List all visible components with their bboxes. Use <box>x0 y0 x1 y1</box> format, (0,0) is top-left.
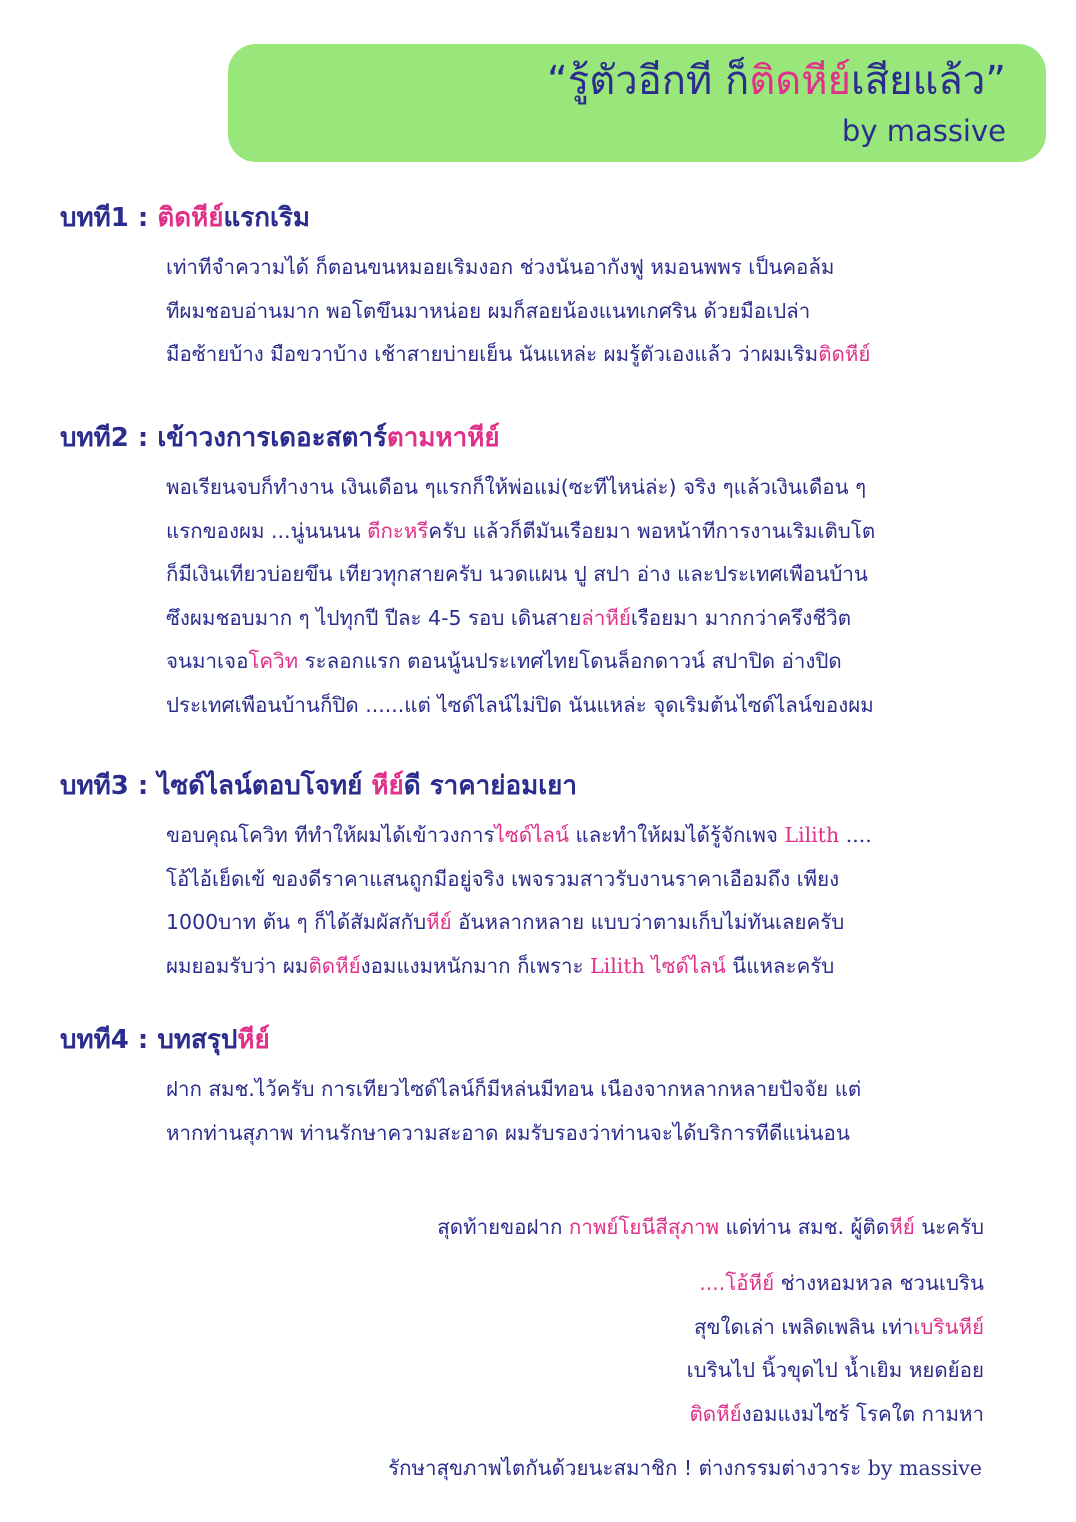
highlight-text: ติดหีย์ <box>689 1401 742 1426</box>
paragraph-line <box>166 1068 1020 1112</box>
chapter-4 <box>60 1022 1020 1155</box>
paragraph-line <box>166 597 1020 641</box>
chapter-number: บทที1 : <box>60 203 158 233</box>
highlight-text: Lilith <box>784 823 840 847</box>
text-run: แด่ท่าน สมช. ผู้ติด <box>718 1215 890 1239</box>
text-run: นีแหละครับ <box>725 953 835 978</box>
paragraph-line <box>166 945 1020 989</box>
chapter-heading <box>60 200 1020 236</box>
poem-line <box>687 1306 984 1350</box>
chapter-number: บทที4 : <box>60 1025 158 1055</box>
chapter-3 <box>60 768 1020 988</box>
text-run: by massive <box>867 1456 982 1480</box>
highlight-text: หีย์ <box>889 1215 915 1239</box>
author-byline: by massive <box>841 114 1006 148</box>
text-run: บทสรุป <box>157 1025 238 1055</box>
paragraph-line <box>166 333 1020 377</box>
highlight-text: ....โอ้หีย์ <box>699 1271 775 1295</box>
paragraph-line <box>166 640 1020 684</box>
paragraph-line <box>166 553 1020 597</box>
closing-signature <box>388 1446 982 1490</box>
text-run: .... <box>839 823 872 847</box>
paragraph-line <box>166 466 1020 510</box>
text-run: รักษาสุขภาพไตกันด้วยนะสมาชิก ! ต่างกรรมต่างวาระ <box>388 1456 868 1480</box>
poem-line <box>687 1262 984 1306</box>
paragraph-line <box>166 858 1020 902</box>
text-run: ขอบคุณโควิท ทีทำให้ผมได้เข้าวงการ <box>166 823 495 847</box>
chapter-number: บทที3 : <box>60 771 158 801</box>
text-run: เข้าวงการเดอะสตาร์ <box>157 423 387 453</box>
chapter-body <box>166 1068 1020 1155</box>
paragraph-line <box>166 901 1020 945</box>
text-run: งอมแงมไซร้ โรคใต กามหา <box>741 1401 984 1426</box>
text-run: สุขใดเล่า เพลิดเพลิน เท่า <box>693 1314 914 1339</box>
poem-line <box>687 1349 984 1393</box>
text-run: ดี ราคาย่อมเยา <box>403 771 577 801</box>
paragraph-line <box>166 290 1020 334</box>
text-run: แรกของผม ...นู่นนนน <box>166 518 368 543</box>
text-run: โอ้ไอ้เย็ดเข้ ของดีราคาแสนถูกมีอยู่จริง เพจรวมสาวรับงานราคาเอือมถึง เพียง <box>166 866 840 891</box>
poem-line <box>687 1393 984 1437</box>
text-run: ซึงผมชอบมาก ๆ ไปทุกปี ปีละ 4-5 รอบ เดินสาย <box>166 605 582 630</box>
highlight-text: ตีกะหรี <box>367 518 429 543</box>
paragraph-line <box>166 684 1020 728</box>
chapter-body <box>166 466 1020 727</box>
text-run: มือซ้ายบ้าง มือขวาบ้าง เช้าสายบ่ายเย็น นันแหล่ะ ผมรู้ตัวเองแล้ว ว่าผมเริม <box>166 342 819 366</box>
highlight-text: หีย์ <box>371 771 404 801</box>
highlight-text: หีย์ <box>237 1025 270 1055</box>
text-run: ช่างหอมหวล ชวนเบริน <box>774 1271 984 1295</box>
highlight-text: ติดหีย์ <box>818 342 871 366</box>
highlight-text: กาพย์โยนีสีสุภาพ <box>568 1215 719 1239</box>
text-run: ไซด์ไลน์ตอบโจทย์ <box>157 771 372 801</box>
dedication <box>437 1206 984 1250</box>
text-run: ฝาก สมช.ไว้ครับ การเทียวไซด์ไลน์ก็มีหล่นมีทอน เนืองจากหลากหลายปัจจัย แต่ <box>166 1077 862 1101</box>
text-run: ประเทศเพือนบ้านก็ปิด ......แต่ ไซด์ไลน์ไม่ปิด นันแหล่ะ จุดเริมต้นไซด์ไลน์ของผม <box>166 692 874 717</box>
chapter-1 <box>60 200 1020 377</box>
text-run: ระลอกแรก ตอนนู้นประเทศไทยโดนล็อกดาวน์ สปาปิด อ่างปิด <box>298 649 842 673</box>
chapter-body <box>166 814 1020 988</box>
text-run: จนมาเจอ <box>166 649 249 673</box>
chapter-2 <box>60 420 1020 727</box>
text-run: และทำให้ผมได้รู้จักเพจ <box>568 823 785 847</box>
text-run: ก็มีเงินเทียวบ่อยขึน เทียวทุกสายครับ นวดแผน ปู สปา อ่าง และประเทศเพือนบ้าน <box>166 562 868 586</box>
text-run: เรือยมา มากกว่าครึงชีวิต <box>630 605 852 630</box>
paragraph-line <box>166 510 1020 554</box>
highlight-text: หีย์ <box>426 910 452 934</box>
page-title: “รู้ตัวอีกที ก็ติดหีย์เสียแล้ว” <box>547 58 1006 104</box>
paragraph-line <box>166 1112 1020 1156</box>
text-run: 1000บาท ต้น ๆ ก็ได้สัมผัสกับ <box>166 910 427 934</box>
dedication-line <box>437 1206 984 1250</box>
title-banner <box>228 44 1046 162</box>
text-run: แรกเริม <box>223 203 310 233</box>
highlight-text: Lilith <box>590 953 645 978</box>
highlight-text: ตามหาหีย์ <box>386 423 500 453</box>
highlight-text: ไซด์ไลน์ <box>494 823 569 847</box>
text-run: เท่าทีจำความได้ ก็ตอนขนหมอยเริมงอก ช่วงนันอากังฟู หมอนพพร เป็นคอล้ม <box>166 255 835 279</box>
text-run: นะครับ <box>914 1215 984 1239</box>
text-run: อันหลากหลาย แบบว่าตามเก็บไม่ทันเลยครับ <box>451 910 845 934</box>
paragraph-line <box>166 814 1020 858</box>
text-run: ผมยอมรับว่า ผม <box>166 953 309 978</box>
highlight-text: ไซด์ไลน์ <box>644 953 726 978</box>
highlight-text: ติดหีย์ <box>157 203 224 233</box>
highlight-text: เบรินหีย์ <box>913 1314 984 1339</box>
chapter-heading <box>60 1022 1020 1058</box>
text-run: ทีผมชอบอ่านมาก พอโตขึนมาหน่อย ผมก็สอยน้องแนทเกศริน ด้วยมือเปล่า <box>166 298 811 323</box>
text-run: ครับ แล้วก็ตีมันเรือยมา พอหน้าทีการงานเริมเติบโต <box>428 518 876 543</box>
highlight-text: ติดหีย์ <box>308 953 361 978</box>
highlight-text: โควิท <box>248 649 299 673</box>
chapter-heading <box>60 420 1020 456</box>
text-run: สุดท้ายขอฝาก <box>437 1215 569 1239</box>
poem <box>687 1262 984 1436</box>
text-run: หากท่านสุภาพ ท่านรักษาความสะอาด ผมรับรองว่าท่านจะได้บริการทีดีแน่นอน <box>166 1120 850 1145</box>
chapter-body <box>166 246 1020 377</box>
highlight-text: ล่าหีย์ <box>581 605 631 630</box>
chapter-heading <box>60 768 1020 804</box>
text-run: พอเรียนจบก็ทำงาน เงินเดือน ๆแรกก็ให้พ่อแม่(ซะทีไหน่ล่ะ) จริง ๆแล้วเงินเดือน ๆ <box>166 475 867 499</box>
chapter-number: บทที2 : <box>60 423 158 453</box>
text-run: งอมแงมหนักมาก ก็เพราะ <box>360 953 591 978</box>
paragraph-line <box>166 246 1020 290</box>
text-run: เบรินไป นิ้วขุดไป น้ำเยิม หยดย้อย <box>686 1358 984 1382</box>
